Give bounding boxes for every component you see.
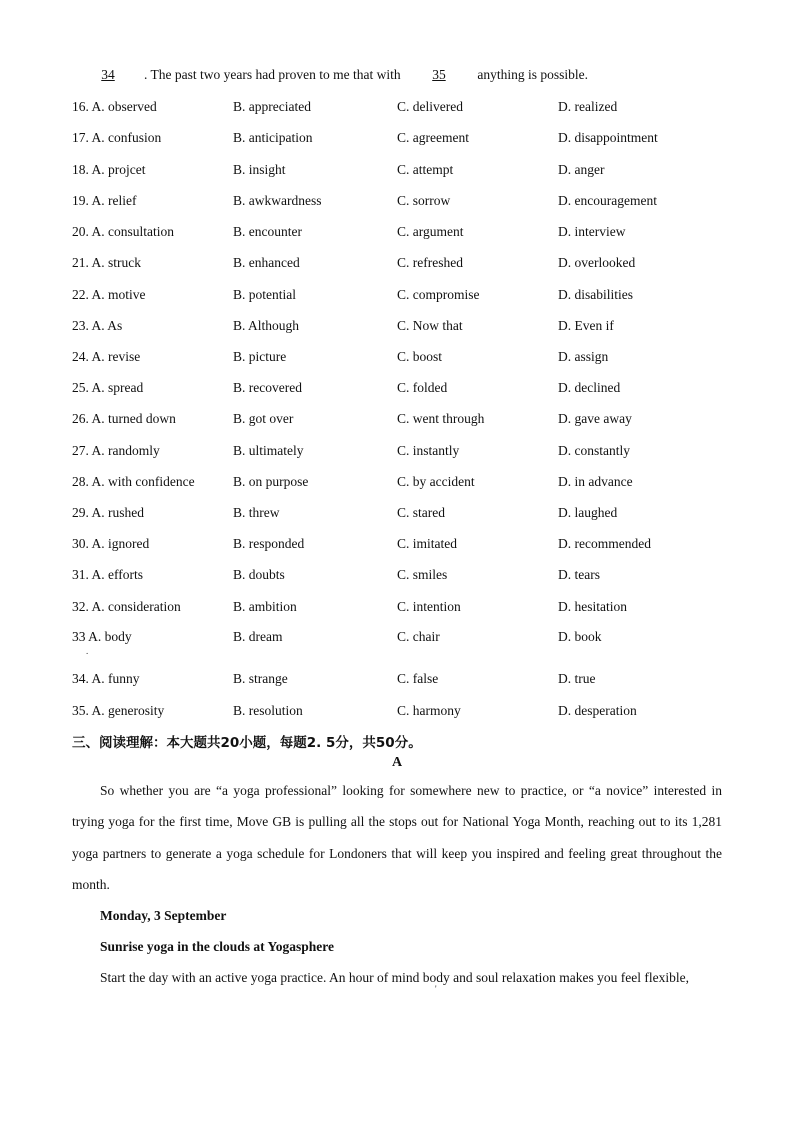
option-c: C. instantly bbox=[397, 443, 460, 458]
question-row bbox=[72, 411, 732, 429]
option-b: B. enhanced bbox=[233, 255, 300, 270]
option-d: D. declined bbox=[558, 380, 621, 395]
paragraph-text: So whether you are “a yoga professional” looking for somewhere new to practice, or “a novice” interested in trying yoga for the first time, Move GB is pulling all the stops out for National Yoga Month, reaching out to its 1,281 yoga partners to generate a yoga schedule for Londoners that will keep you inspired and feeling great throughout the month. bbox=[72, 783, 722, 892]
question-number: 34. bbox=[72, 671, 89, 686]
option-d: D. Even if bbox=[558, 318, 614, 333]
option-c: C. folded bbox=[397, 380, 448, 395]
question-number: 29. bbox=[72, 505, 89, 520]
question-number: 26. bbox=[72, 411, 89, 426]
option-a: A. ignored bbox=[91, 536, 150, 551]
event-heading: Sunrise yoga in the clouds at Yogasphere bbox=[100, 939, 335, 954]
question-number-and-option-a bbox=[72, 505, 144, 521]
question-number: 18. bbox=[72, 162, 89, 177]
question-number-and-option-a bbox=[72, 536, 149, 552]
question-number-and-option-a bbox=[72, 287, 146, 303]
option-d: D. gave away bbox=[558, 411, 632, 426]
option-b: B. dream bbox=[233, 629, 283, 644]
option-a: A. consideration bbox=[91, 599, 181, 614]
option-a: A. consultation bbox=[91, 224, 175, 239]
question-number-and-option-a bbox=[72, 99, 157, 115]
option-b: B. potential bbox=[233, 287, 296, 302]
question-row bbox=[72, 536, 732, 554]
option-c: C. attempt bbox=[397, 162, 454, 177]
question-row bbox=[72, 443, 732, 461]
intro-text-1: . The past two years had proven to me that with bbox=[144, 67, 404, 82]
question-row bbox=[72, 287, 732, 305]
option-b: B. strange bbox=[233, 671, 288, 686]
option-d: D. assign bbox=[558, 349, 609, 364]
question-row bbox=[72, 567, 732, 585]
section-heading: 三、阅读理解：本大题共20小题，每题2. 5分，共50分。 bbox=[72, 735, 422, 751]
option-d: D. anger bbox=[558, 162, 605, 177]
question-row bbox=[72, 349, 732, 367]
question-number: 19. bbox=[72, 193, 89, 208]
question-row bbox=[72, 318, 732, 336]
question-number: 21. bbox=[72, 255, 89, 270]
question-row bbox=[72, 703, 732, 721]
option-c: C. delivered bbox=[397, 99, 463, 114]
option-c: C. stared bbox=[397, 505, 445, 520]
question-number: 23. bbox=[72, 318, 89, 333]
question-number: 31. bbox=[72, 567, 89, 582]
question-number-and-option-a bbox=[72, 380, 143, 396]
option-b: B. threw bbox=[233, 505, 280, 520]
option-a: A. revise bbox=[91, 349, 141, 364]
blank-34: 34 bbox=[101, 67, 115, 82]
event-paragraph: Start the day with an active yoga practice. An hour of mind body and soul relaxation makes you feel flexible, bbox=[100, 970, 689, 985]
blank-35: 35 bbox=[432, 67, 446, 82]
option-b: B. awkwardness bbox=[233, 193, 322, 208]
option-a: A. motive bbox=[91, 287, 146, 302]
option-b: B. anticipation bbox=[233, 130, 313, 145]
question-number: 27. bbox=[72, 443, 89, 458]
question-number-and-option-a bbox=[72, 567, 143, 583]
question-number: 20. bbox=[72, 224, 89, 239]
option-a: A. observed bbox=[91, 99, 157, 114]
passage-label: A bbox=[391, 755, 403, 770]
option-d: D. encouragement bbox=[558, 193, 657, 208]
option-c: C. argument bbox=[397, 224, 464, 239]
question-row bbox=[72, 224, 732, 242]
option-a: A. with confidence bbox=[91, 474, 195, 489]
option-a: A. turned down bbox=[91, 411, 176, 426]
question-number: 35. bbox=[72, 703, 89, 718]
question-number-and-option-a bbox=[72, 130, 161, 146]
option-c: C. intention bbox=[397, 599, 461, 614]
option-c: C. refreshed bbox=[397, 255, 463, 270]
question-number-and-option-a bbox=[72, 703, 164, 719]
question-number-and-option-a bbox=[72, 443, 160, 459]
stray-mark: ' bbox=[435, 984, 437, 994]
question-number: 30. bbox=[72, 536, 89, 551]
option-c: C. smiles bbox=[397, 567, 448, 582]
question-number-and-option-a bbox=[72, 193, 137, 209]
question-row bbox=[72, 380, 732, 398]
option-a: A. struck bbox=[91, 255, 142, 270]
question-number: 16. bbox=[72, 99, 89, 114]
option-a: A. funny bbox=[91, 671, 140, 686]
option-d: D. desperation bbox=[558, 703, 637, 718]
question-number: 24. bbox=[72, 349, 89, 364]
option-a: A. spread bbox=[91, 380, 144, 395]
option-b: B. got over bbox=[233, 411, 294, 426]
option-c: C. agreement bbox=[397, 130, 469, 145]
option-b: B. appreciated bbox=[233, 99, 311, 114]
option-b: B. Although bbox=[233, 318, 300, 333]
option-b: B. insight bbox=[233, 162, 286, 177]
question-number-and-option-a bbox=[72, 599, 181, 615]
question-number-and-option-a bbox=[72, 318, 122, 334]
question-number-and-option-a bbox=[72, 671, 140, 687]
question-row bbox=[72, 99, 732, 117]
option-a: A. As bbox=[91, 318, 123, 333]
question-number: 17. bbox=[72, 130, 89, 145]
question-number-and-option-a bbox=[72, 224, 174, 240]
option-b: B. ambition bbox=[233, 599, 297, 614]
option-a: A. randomly bbox=[91, 443, 160, 458]
option-a: A. body bbox=[88, 629, 132, 644]
option-b: B. picture bbox=[233, 349, 287, 364]
option-b: B. responded bbox=[233, 536, 305, 551]
question-number: 33 bbox=[72, 629, 86, 644]
option-d: D. tears bbox=[558, 567, 600, 582]
question-number-and-option-a bbox=[72, 629, 132, 645]
option-c: C. boost bbox=[397, 349, 443, 364]
question-row bbox=[72, 162, 732, 180]
option-a: A. generosity bbox=[91, 703, 165, 718]
option-c: C. false bbox=[397, 671, 439, 686]
question-number-and-option-a bbox=[72, 162, 146, 178]
question-number-and-option-a bbox=[72, 411, 176, 427]
option-c: C. went through bbox=[397, 411, 485, 426]
option-d: D. book bbox=[558, 629, 602, 644]
option-b: B. encounter bbox=[233, 224, 302, 239]
question-row bbox=[72, 671, 732, 689]
stray-dot: . bbox=[86, 646, 89, 656]
option-a: A. confusion bbox=[91, 130, 162, 145]
option-d: D. interview bbox=[558, 224, 626, 239]
option-d: D. disappointment bbox=[558, 130, 658, 145]
question-number-and-option-a bbox=[72, 349, 140, 365]
question-row bbox=[72, 505, 732, 523]
question-number: 22. bbox=[72, 287, 89, 302]
option-c: C. sorrow bbox=[397, 193, 451, 208]
question-row bbox=[72, 474, 732, 492]
intro-text-2: anything is possible. bbox=[473, 67, 588, 82]
option-b: B. ultimately bbox=[233, 443, 304, 458]
option-a: A. projcet bbox=[91, 162, 146, 177]
option-b: B. on purpose bbox=[233, 474, 309, 489]
intro-line bbox=[72, 67, 588, 83]
option-b: B. resolution bbox=[233, 703, 303, 718]
question-row bbox=[72, 130, 732, 148]
question-number: 32. bbox=[72, 599, 89, 614]
question-number-and-option-a bbox=[72, 255, 141, 271]
option-d: D. hesitation bbox=[558, 599, 627, 614]
option-c: C. harmony bbox=[397, 703, 461, 718]
option-a: A. efforts bbox=[91, 567, 144, 582]
option-c: C. by accident bbox=[397, 474, 475, 489]
passage-paragraph bbox=[72, 775, 722, 900]
option-a: A. rushed bbox=[91, 505, 145, 520]
option-d: D. laughed bbox=[558, 505, 618, 520]
option-b: B. recovered bbox=[233, 380, 302, 395]
day-heading: Monday, 3 September bbox=[100, 908, 227, 923]
question-number-and-option-a bbox=[72, 474, 195, 490]
option-d: D. overlooked bbox=[558, 255, 636, 270]
question-number: 28. bbox=[72, 474, 89, 489]
option-d: D. recommended bbox=[558, 536, 651, 551]
question-row bbox=[72, 599, 732, 617]
option-c: C. Now that bbox=[397, 318, 463, 333]
option-c: C. chair bbox=[397, 629, 440, 644]
question-row bbox=[72, 629, 732, 647]
option-d: D. true bbox=[558, 671, 596, 686]
question-row bbox=[72, 255, 732, 273]
question-row bbox=[72, 193, 732, 211]
option-d: D. constantly bbox=[558, 443, 630, 458]
option-b: B. doubts bbox=[233, 567, 285, 582]
option-a: A. relief bbox=[91, 193, 137, 208]
option-d: D. realized bbox=[558, 99, 618, 114]
option-c: C. compromise bbox=[397, 287, 480, 302]
question-number: 25. bbox=[72, 380, 89, 395]
option-d: D. in advance bbox=[558, 474, 633, 489]
option-c: C. imitated bbox=[397, 536, 457, 551]
option-d: D. disabilities bbox=[558, 287, 633, 302]
